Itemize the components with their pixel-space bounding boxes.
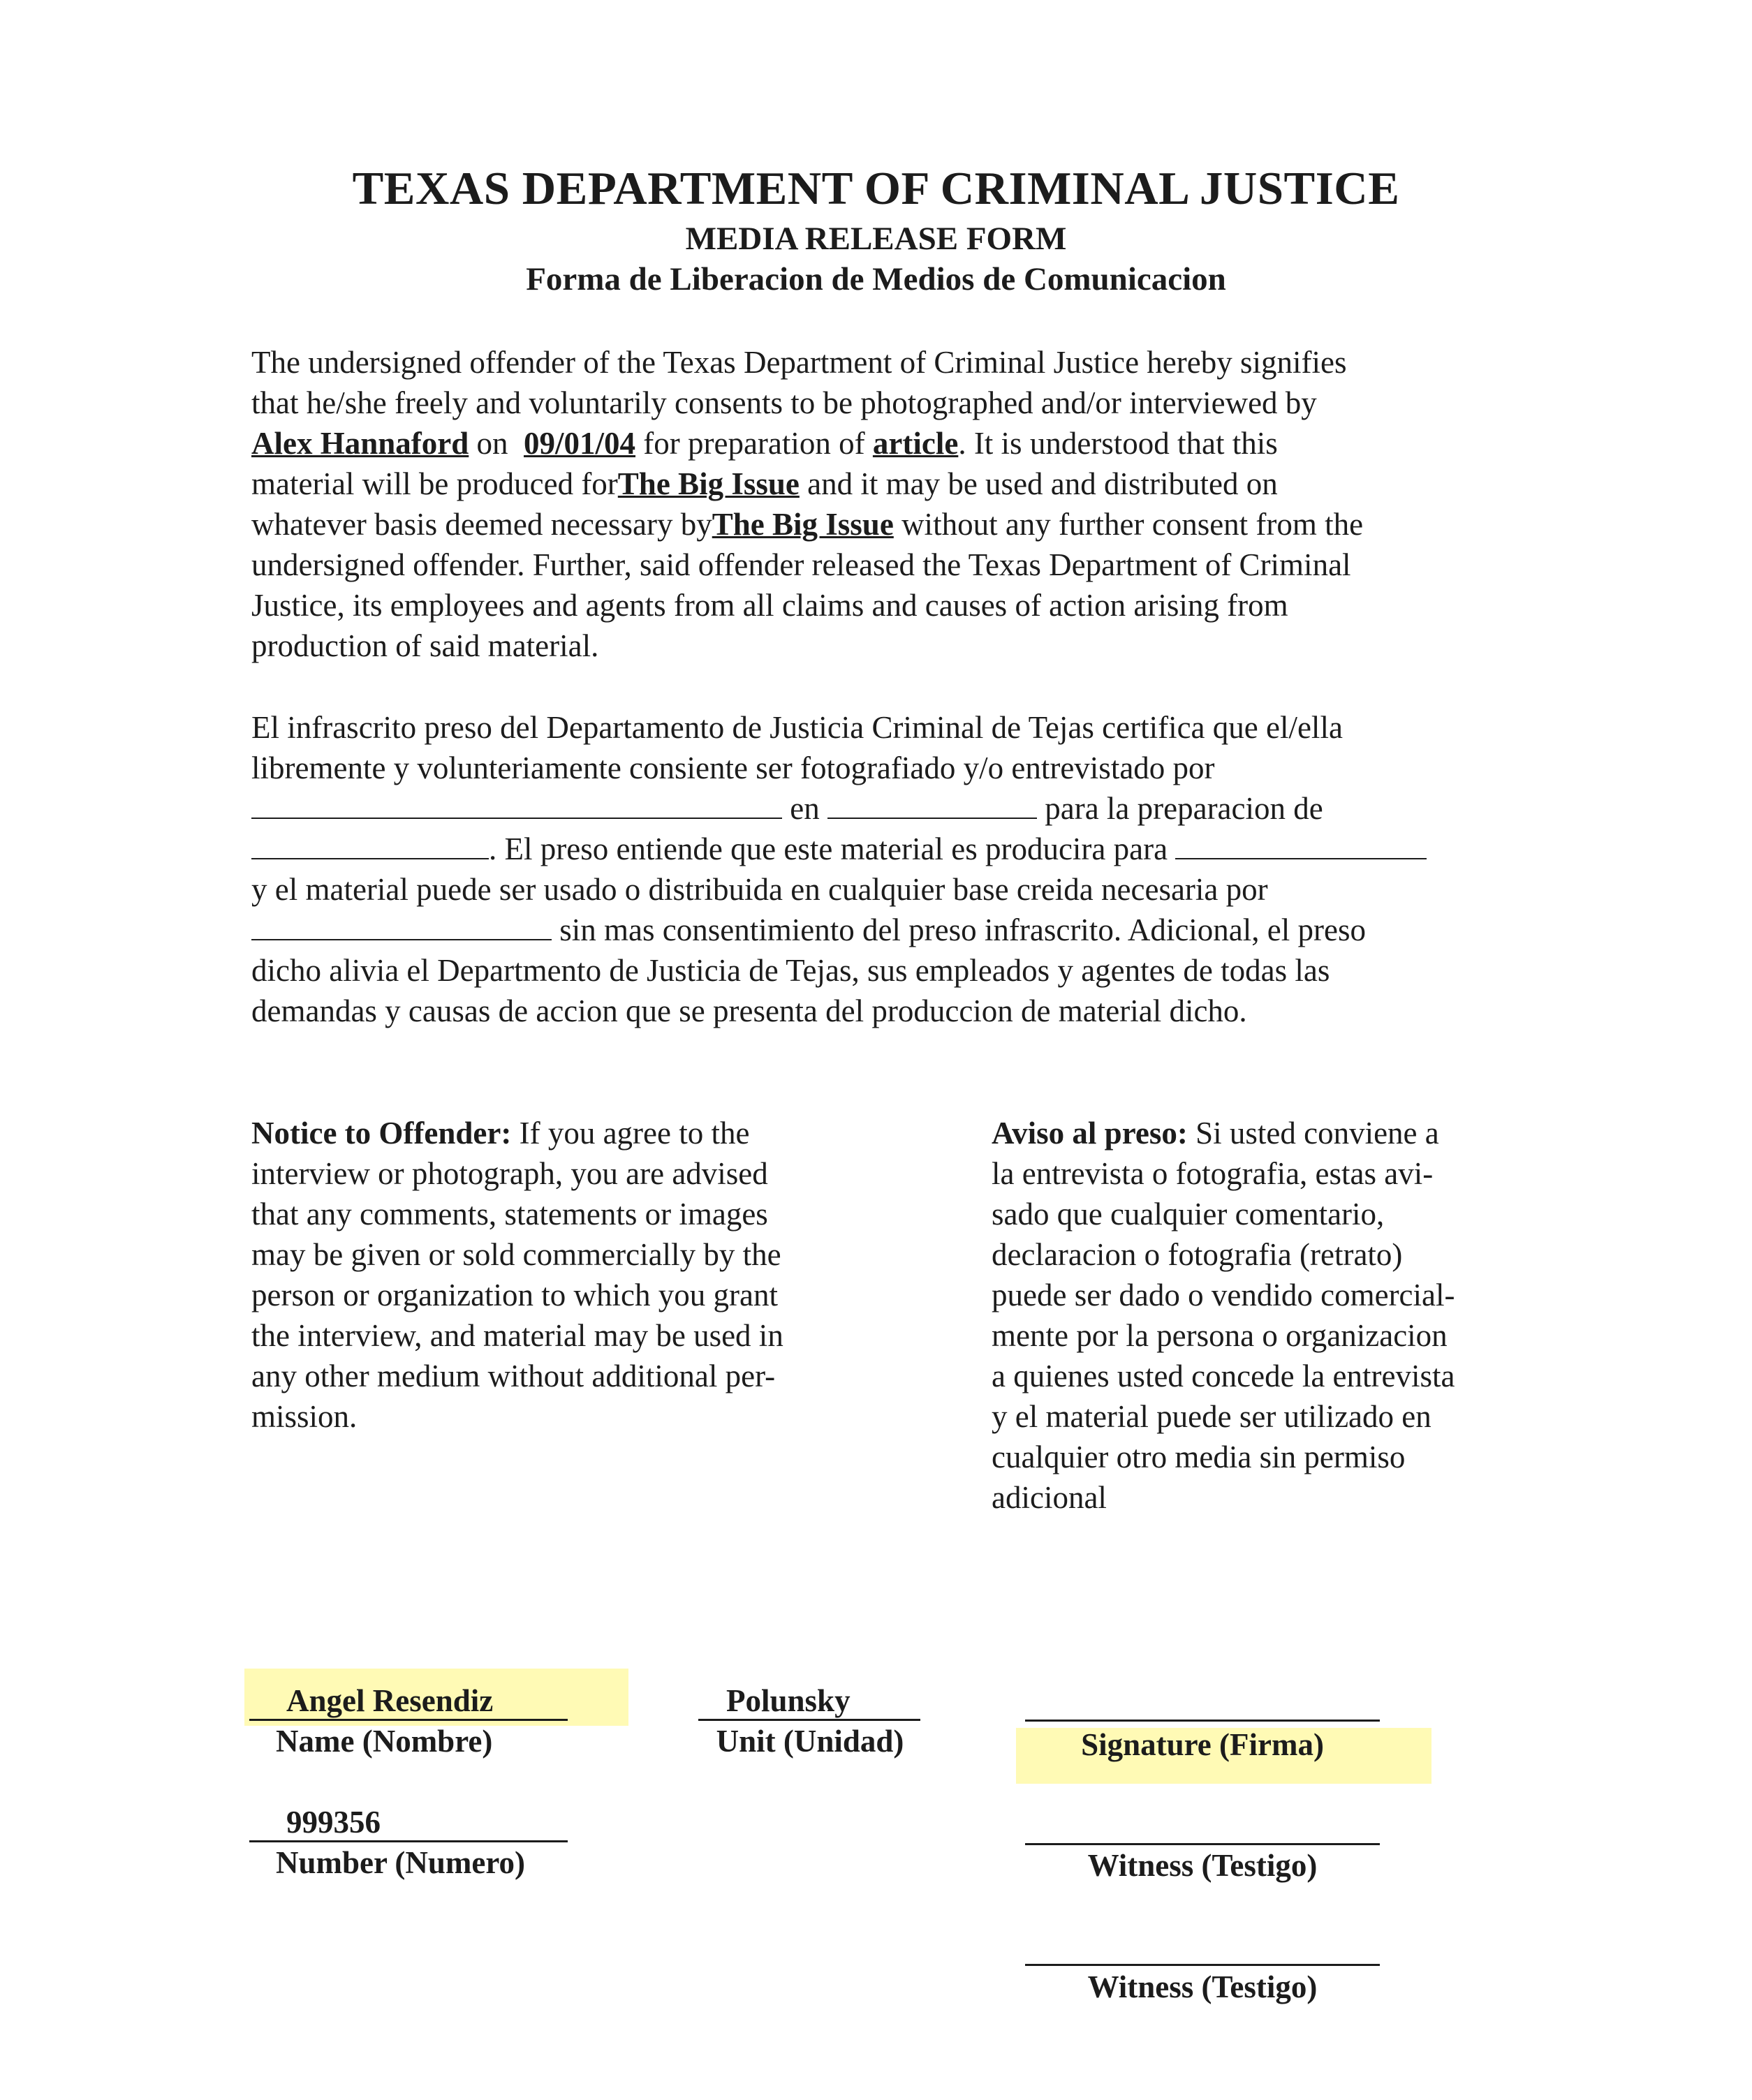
english-line: production of said material.: [251, 628, 599, 663]
form-title-spanish: Forma de Liberacion de Medios de Comunicacion: [526, 261, 1226, 297]
unit-line: [698, 1719, 920, 1721]
aviso-label: Aviso al preso:: [992, 1116, 1188, 1151]
english-line: Alex Hannaford on 09/01/04 for preparation of article. It is understood that this: [251, 426, 1278, 461]
spanish-line: en para la preparacion de: [251, 788, 1323, 829]
english-line: whatever basis deemed necessary byThe Big Issue without any further consent from the: [251, 507, 1364, 542]
signature-line: [1025, 1720, 1380, 1722]
spanish-line: El infrascrito preso del Departamento de Justicia Criminal de Tejas certifica que el/ella: [251, 710, 1343, 745]
spanish-line: dicho alivia el Departmento de Justicia de Tejas, sus empleados y agentes de todas las: [251, 953, 1330, 988]
blank-date: [827, 790, 1037, 819]
interviewer-name-field: Alex Hannaford: [251, 426, 469, 461]
spanish-line: y el material puede ser usado o distribuida en cualquier base creida necesaria por: [251, 872, 1268, 907]
blank-publication-2: [251, 911, 552, 940]
english-line: Justice, its employees and agents from all claims and causes of action arising from: [251, 588, 1288, 623]
form-title: MEDIA RELEASE FORM: [685, 221, 1067, 257]
english-line: The undersigned offender of the Texas Department of Criminal Justice hereby signifies: [251, 345, 1347, 380]
number-line: [249, 1840, 568, 1842]
purpose-field: article: [872, 426, 959, 461]
unit-value: Polunsky: [726, 1683, 851, 1718]
number-label: Number (Numero): [276, 1845, 526, 1880]
name-label: Name (Nombre): [276, 1724, 493, 1759]
witness-1-label: Witness (Testigo): [1087, 1848, 1318, 1883]
blank-publication: [1175, 830, 1427, 859]
notice-label: Notice to Offender:: [251, 1116, 512, 1151]
form-agency-title: TEXAS DEPARTMENT OF CRIMINAL JUSTICE: [352, 163, 1400, 214]
english-line: that he/she freely and voluntarily consents to be photographed and/or interviewed by: [251, 385, 1317, 420]
aviso-al-preso: Aviso al preso: Si usted conviene a la entrevista o fotografia, estas avi- sado que cualquier comentario, declaracion o fotografia (retrato) puede ser dado o vendido comercial- mente por la persona o organizacion a quienes usted concede la entrevista y el material puede ser utilizado en cualquier otro media sin permiso adicional: [992, 1116, 1455, 1515]
spanish-line: libremente y volunteriamente consiente ser fotografiado y/o entrevistado por: [251, 750, 1215, 785]
publication-field: The Big Issue: [617, 466, 800, 501]
spanish-line: sin mas consentimiento del preso infrascrito. Adicional, el preso: [251, 910, 1366, 950]
unit-label: Unit (Unidad): [716, 1724, 904, 1759]
name-value: Angel Resendiz: [286, 1683, 494, 1718]
spanish-line: . El preso entiende que este material es producira para: [251, 829, 1427, 869]
english-line: material will be produced forThe Big Issue and it may be used and distributed on: [251, 466, 1278, 501]
witness-2-line: [1025, 1964, 1380, 1966]
witness-2-label: Witness (Testigo): [1087, 1969, 1318, 2004]
number-value: 999356: [286, 1805, 381, 1840]
witness-1-line: [1025, 1843, 1380, 1845]
spanish-line: demandas y causas de accion que se presenta del produccion de material dicho.: [251, 993, 1247, 1028]
signature-label: Signature (Firma): [1081, 1727, 1324, 1762]
date-field: 09/01/04: [524, 426, 636, 461]
blank-interviewer: [251, 790, 782, 819]
notice-to-offender: Notice to Offender: If you agree to the interview or photograph, you are advised that any comments, statements or images may be given or sold commercially by the person or organization to which you grant the interview, and material may be used in any other medium without additional per- mission.: [251, 1116, 783, 1434]
blank-purpose: [251, 830, 489, 859]
publication-field-2: The Big Issue: [712, 507, 894, 542]
english-line: undersigned offender. Further, said offender released the Texas Department of Criminal: [251, 547, 1351, 582]
name-line: [249, 1719, 568, 1721]
